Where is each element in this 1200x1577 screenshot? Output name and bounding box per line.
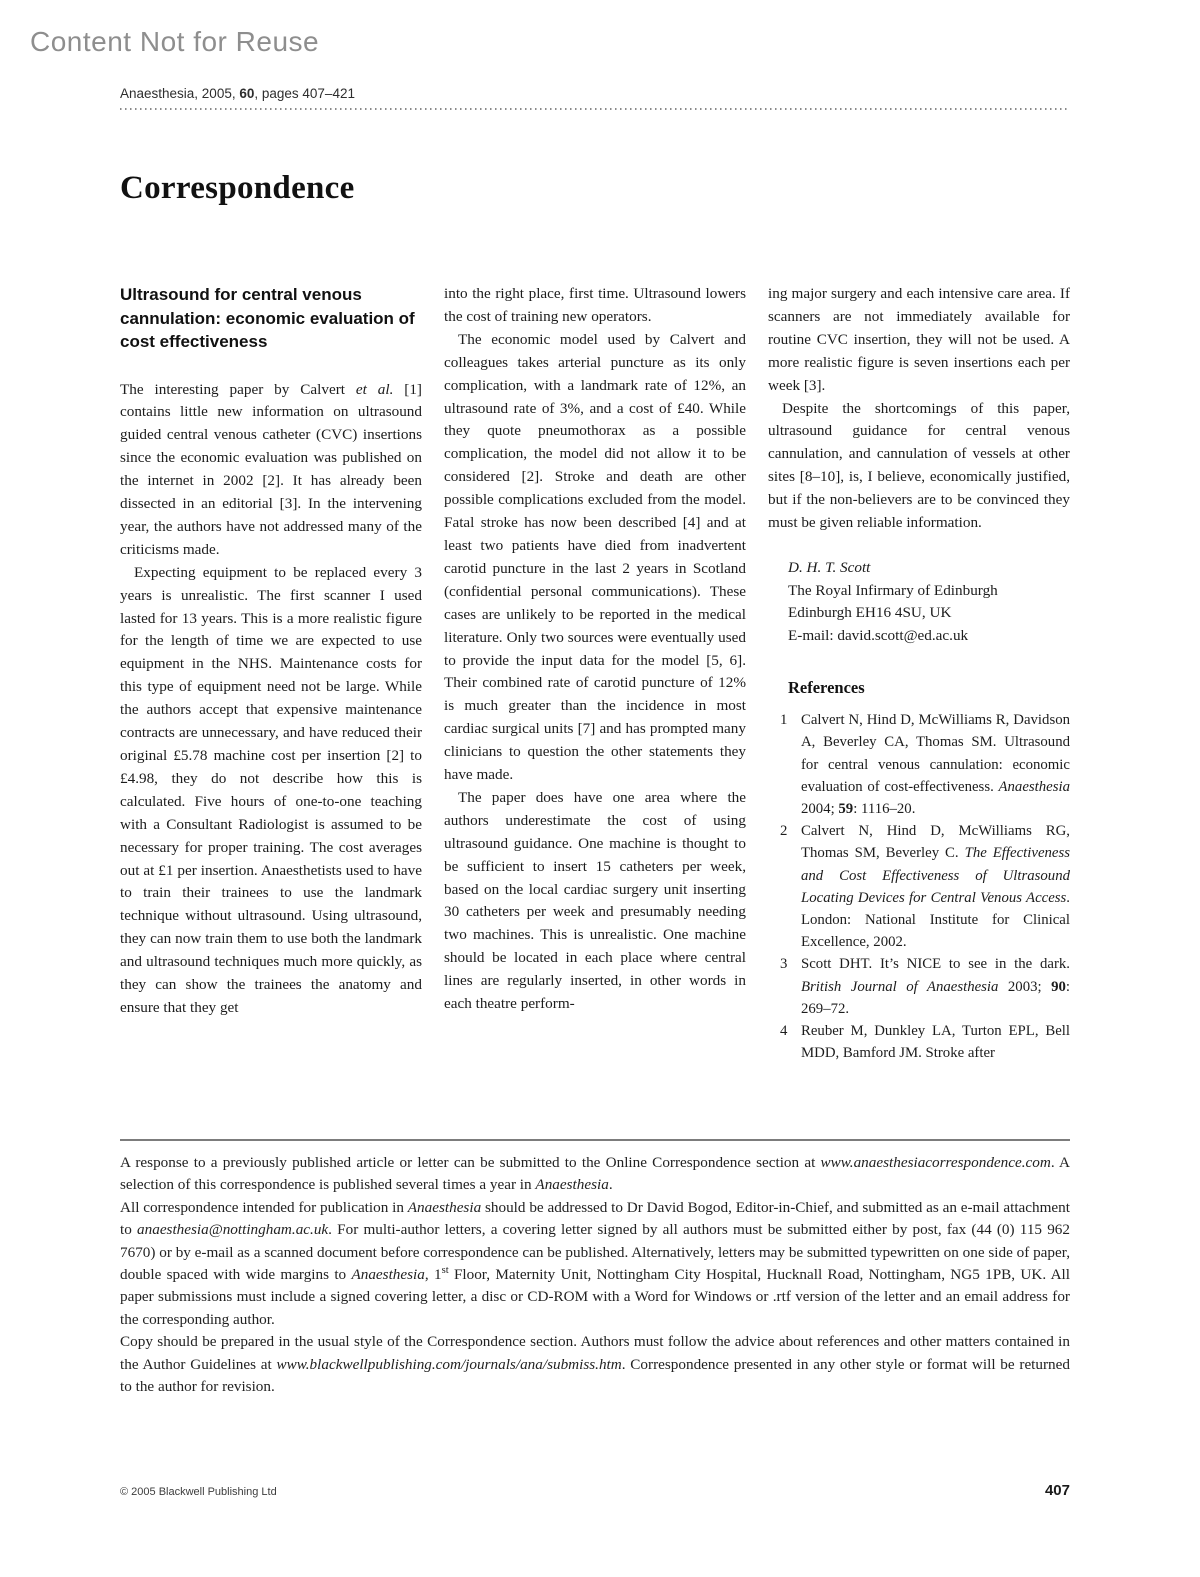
page-number: 407 [1044,1482,1070,1499]
reference-number: 4 [780,1023,788,1040]
letter-paragraph: Despite the shortcomings of this paper, ultrasound guidance for central venous cannulation, and cannulation of vessels at other sites [8–10], is, I believe, economically justified, but if the non-believers are to be convinced they must be given reliable information. [768,399,1070,532]
submission-notes [120,1152,1070,1398]
copyright-notice: © 2005 Blackwell Publishing Ltd [120,1486,277,1498]
reference-item [780,709,1070,820]
footer-divider [120,1139,1070,1141]
reference-text: Scott DHT. It’s NICE to see in the dark. British Journal of Anaesthesia 2003; 90: 269–72. [801,956,1070,1017]
reference-text: Reuber M, Dunkley LA, Turton EPL, Bell MDD, Bamford JM. Stroke after [801,1023,1070,1062]
signature-email: E-mail: david.scott@ed.ac.uk [788,626,969,644]
references-heading: References [788,678,865,698]
reference-number: 3 [780,956,788,973]
letter-columns [120,283,1070,1139]
page-content [120,86,1070,1398]
submission-note-paragraph: A response to a previously published article or letter can be submitted to the Online Correspondence section at www.anaesthesiacorrespondence.com. A selection of this correspondence is published several times a year in Anaesthesia. [120,1154,1070,1194]
signature-name: D. H. T. Scott [788,558,871,576]
reference-text: Calvert N, Hind D, McWilliams RG, Thomas SM, Beverley C. The Effectiveness and Cost Effectiveness of Ultrasound Locating Devices for Central Venous Access. London: National Institute for Clinical Excellence, 2002. [801,823,1070,951]
watermark-text: Content Not for Reuse [30,26,320,57]
letter-paragraph: into the right place, first time. Ultrasound lowers the cost of training new operators. [444,285,746,325]
reference-item [780,953,1070,1020]
page-footline [120,1482,1070,1499]
letter-paragraph: The interesting paper by Calvert et al. [1] contains little new information on ultrasound guided central venous catheter (CVC) insertions since the economic evaluation was published on the internet in 2002 [2]. It has already been dissected in an editorial [3]. In the intervening year, the authors have not addressed many of the criticisms made. [120,380,422,558]
submission-note-paragraph: Copy should be prepared in the usual style of the Correspondence section. Authors must follow the advice about references and other matters contained in the Author Guidelines at www.blackwellpublishing.com/journals/ana/submiss.htm. Correspondence presented in any other style or format will be returned to the author for revision. [120,1333,1070,1396]
column-1 [120,283,422,1139]
signature-address: Edinburgh EH16 4SU, UK [788,604,952,622]
reference-number: 1 [780,712,788,729]
letter-paragraph: ing major surgery and each intensive care area. If scanners are not immediately available for routine CVC insertion, they will not be used. A more realistic figure is seven insertions each per week [3]. [768,285,1070,394]
references-list [768,709,1070,1064]
dotted-divider [120,108,1070,110]
section-title: Correspondence [120,170,355,206]
reference-item [780,1020,1070,1064]
submission-note-paragraph: All correspondence intended for publication in Anaesthesia should be addressed to Dr David Bogod, Editor-in-Chief, and submitted as an e-mail attachment to anaesthesia@nottingham.ac.uk. For multi-author letters, a covering letter signed by all authors must be submitted either by post, fax (44 (0) 115 962 7670) or by e-mail as a scanned document before correspondence can be published. Alternatively, letters may be submitted typewritten on one side of paper, double spaced with wide margins to Anaesthesia, 1st Floor, Maternity Unit, Nottingham City Hospital, Hucknall Road, Nottingham, NG5 1PB, UK. All paper submissions must include a signed covering letter, a disc or CD-ROM with a Word for Windows or .rtf version of the letter and an email address for the corresponding author. [120,1198,1071,1328]
journal-citation: Anaesthesia, 2005, 60, pages 407–421 [120,86,355,101]
reference-number: 2 [780,823,788,840]
signature-affiliation: The Royal Infirmary of Edinburgh [788,581,998,599]
reference-item [780,820,1070,953]
signature-block [788,557,1070,647]
letter-paragraph: The paper does have one area where the authors underestimate the cost of using ultrasound guidance. One machine is thought to be sufficient to insert 15 catheters per week, based on the local cardiac surgery unit inserting 30 catheters per week and presumably needing two machines. This is unrealistic. One machine should be located in each place where central lines are regularly inserted, in other words in each theatre perform- [444,788,746,1013]
column-2 [444,283,746,1139]
letter-paragraph: Expecting equipment to be replaced every 3 years is unrealistic. The first scanner I used lasted for 13 years. This is a more realistic figure for the length of time we are expected to use equipment in the NHS. Maintenance costs for this type of equipment need not be large. While the authors accept that expensive maintenance contracts are unnecessary, and have reduced their original £5.78 machine cost per insertion [2] to £4.98, they do not describe how this is calculated. Five hours of one-to-one teaching with a Consultant Radiologist is assumed to be necessary for proper training. The cost averages out at £1 per insertion. Anaesthetists used to have to train their trainees to use the landmark technique without ultrasound. Using ultrasound, they can now train them to use both the landmark and ultrasound techniques much more quickly, as they can show the trainees the anatomy and ensure that they get [120,563,422,1016]
column-3 [768,283,1070,1139]
letter-paragraph: The economic model used by Calvert and colleagues takes arterial puncture as its only complication, with a landmark rate of 12%, an ultrasound rate of 3%, and a cost of £40. While they quote pneumothorax as a possible complication, the model did not allow it to be considered [2]. Stroke and death are other possible complications excluded from the model. Fatal stroke has now been described [4] and at least two patients have died from inadvertent carotid puncture in the last 2 years in Scotland (confidential personal communications). These cases are unlikely to be reported in the medical literature. Only two sources were eventually used to provide the input data for the model [5, 6]. Their combined rate of carotid puncture of 12% is much greater than the incidence in most cardiac surgical units [7] and has prompted many clinicians to question the other statements they have made. [444,330,746,784]
reference-text: Calvert N, Hind D, McWilliams R, Davidson A, Beverley CA, Thomas SM. Ultrasound for central venous cannulation: economic evaluation of cost-effectiveness. Anaesthesia 2004; 59: 1116–20. [801,712,1070,818]
letter-title: Ultrasound for central venous cannulation: economic evaluation of cost effectiveness [120,285,415,351]
